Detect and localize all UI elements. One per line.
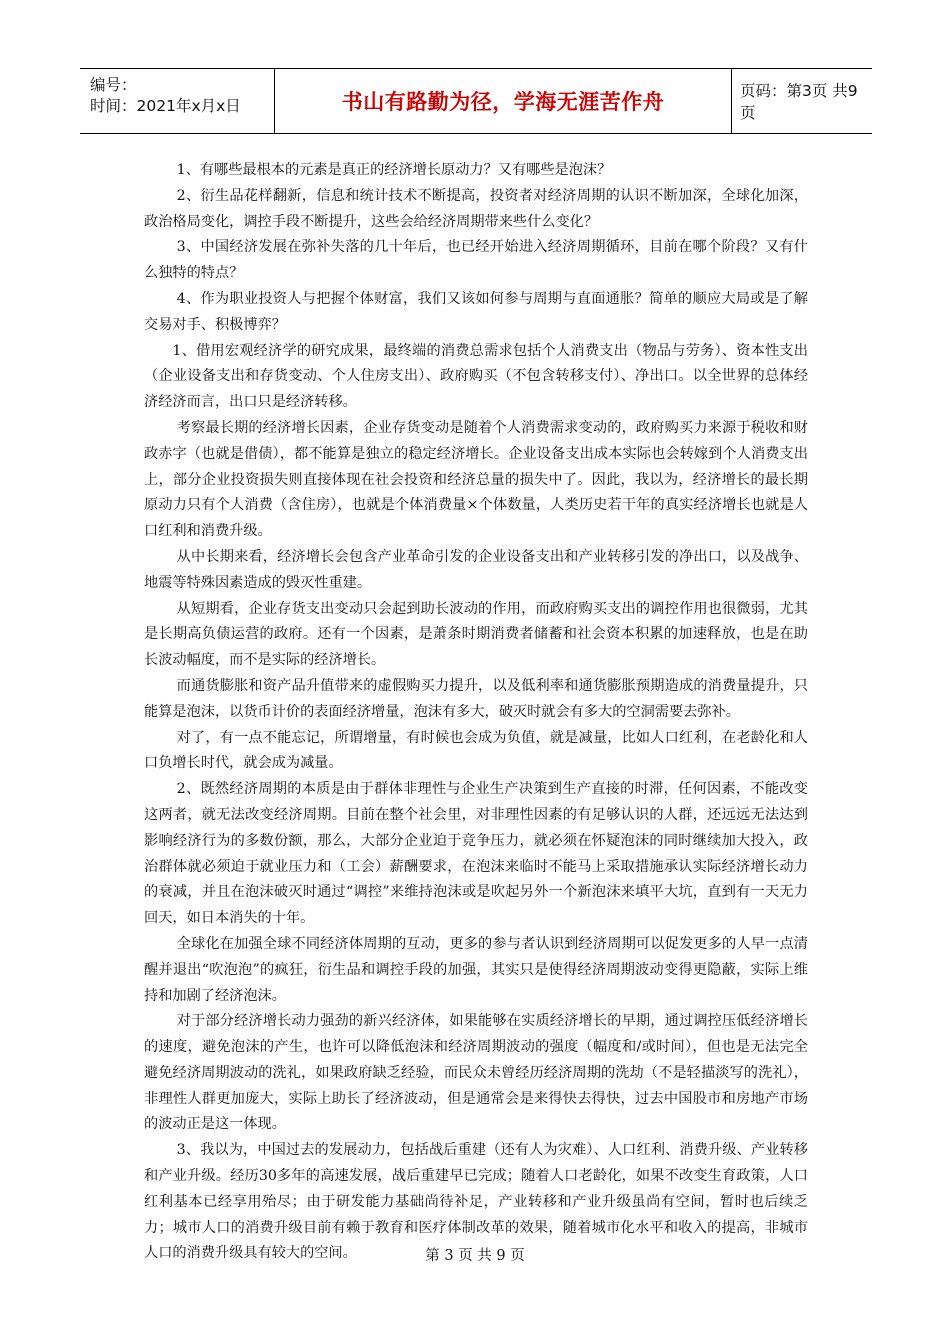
document-body (144, 158, 808, 1267)
header-meta (80, 69, 275, 133)
paragraph: 对了，有一点不能忘记，所谓增量，有时候也会成为负值，就是减量，比如人口红利，在老龄化和人口负增长时代，就会成为减量。 (144, 729, 808, 772)
page-header (80, 68, 872, 134)
paragraph: 对于部分经济增长动力强劲的新兴经济体，如果能够在实质经济增长的早期，通过调控压低经济增长的速度，避免泡沫的产生，也许可以降低泡沫和经济周期波动的强度（幅度和/或时间），但也是无法完全避免经济周期波动的洗礼，如果政府缺乏经验，而民众未曾经历经济周期的洗劫（不是轻描淡写的洗礼），非理性人群更加庞大，实际上助长了经济波动，但是通常会是来得快去得快，过去中国股市和房地产市场的波动正是这一体现。 (144, 1013, 808, 1133)
paragraph: 考察最长期的经济增长因素，企业存货变动是随着个人消费需求变动的，政府购买力来源于税收和财政赤字（也就是借债），都不能算是独立的稳定经济增长。企业设备支出成本实际也会转嫁到个人消费支出上，部分企业投资损失则直接体现在社会投资和经济总量的损失中了。因此，我以为，经济增长的最长期原动力只有个人消费（含住房），也就是个体消费量×个体数量，人类历史若干年的真实经济增长也就是人口红利和消费升级。 (144, 419, 808, 540)
paragraph: 3、中国经济发展在弥补失落的几十年后，也已经开始进入经济周期循环，目前在哪个阶段？又有什么独特的特点？ (144, 239, 808, 282)
document-date: 时间：2021年x月x日 (90, 97, 241, 115)
document-number-label: 编号： (90, 76, 137, 94)
paragraph: 从中长期来看，经济增长会包含产业革命引发的企业设备支出和产业转移引发的净出口，以及战争、地震等特殊因素造成的毁灭性重建。 (144, 548, 808, 591)
paragraph: 2、既然经济周期的本质是由于群体非理性与企业生产决策到生产直接的时滞，任何因素，不能改变这两者，就无法改变经济周期。目前在整个社会里，对非理性因素的有足够认识的人群，还远远无法达到影响经济行为的多数份额，那么，大部分企业迫于竞争压力，就必须在怀疑泡沫的同时继续加大投入，政治群体就必须迫于就业压力和（工会）薪酬要求，在泡沫来临时不能马上采取措施承认实际经济增长动力的衰减，并且在泡沫破灭时通过“调控”来维持泡沫或是吹起另外一个新泡沫来填平大坑，直到有一天无力回天，如日本消失的十年。 (144, 781, 808, 927)
paragraph: 3、我以为，中国过去的发展动力，包括战后重建（还有人为灾难）、人口红利、消费升级、产业转移和产业升级。经历30多年的高速发展，战后重建早已完成；随着人口老龄化，如果不改变生育政策，人口红利基本已经享用殆尽；由于研发能力基础尚待补足，产业转移和产业升级虽尚有空间，暂时也后续乏力；城市人口的消费升级目前有赖于教育和医疗体制改革的效果，随着城市化水平和收入的提高，非城市人口的消费升级具有较大的空间。 (144, 1142, 808, 1262)
paragraph: 4、作为职业投资人与把握个体财富，我们又该如何参与周期与直面通胀？简单的顺应大局或是了解交易对手、积极博弈？ (144, 290, 808, 333)
paragraph: 2、衍生品花样翻新，信息和统计技术不断提高，投资者对经济周期的认识不断加深，全球化加深，政治格局变化，调控手段不断提升，这些会给经济周期带来些什么变化？ (144, 187, 808, 230)
paragraph: 1、借用宏观经济学的研究成果，最终端的消费总需求包括个人消费支出（物品与劳务）、资本性支出（企业设备支出和存货变动、个人住房支出）、政府购买（不包含转移支付）、净出口。以全世界的总体经济经济而言，出口只是经济转移。 (144, 342, 808, 411)
page-footer: 第 3 页 共 9 页 (425, 1248, 525, 1264)
paragraph: 而通货膨胀和资产品升值带来的虚假购买力提升，以及低利率和通货膨胀预期造成的消费量提升，只能算是泡沫，以货币计价的表面经济增量，泡沫有多大，破灭时就会有多大的空洞需要去弥补。 (144, 677, 808, 720)
paragraph: 1、有哪些最根本的元素是真正的经济增长原动力？又有哪些是泡沫？ (176, 162, 612, 178)
header-page-number: 页码：第3页 共9页 (740, 82, 858, 122)
header-motto: 书山有路勤为径，学海无涯苦作舟 (275, 69, 732, 133)
paragraph: 从短期看，企业存货支出变动只会起到助长波动的作用，而政府购买支出的调控作用也很微弱，尤其是长期高负债运营的政府。还有一个因素，是萧条时期消费者储蓄和社会资本积累的加速释放，也是在助长波动幅度，而不是实际的经济增长。 (144, 600, 808, 669)
paragraph: 全球化在加强全球不同经济体周期的互动，更多的参与者认识到经济周期可以促发更多的人早一点清醒并退出“吹泡泡”的疯狂，衍生品和调控手段的加强，其实只是使得经济周期波动变得更隐蔽，实际上维持和加剧了经济泡沫。 (144, 935, 808, 1004)
